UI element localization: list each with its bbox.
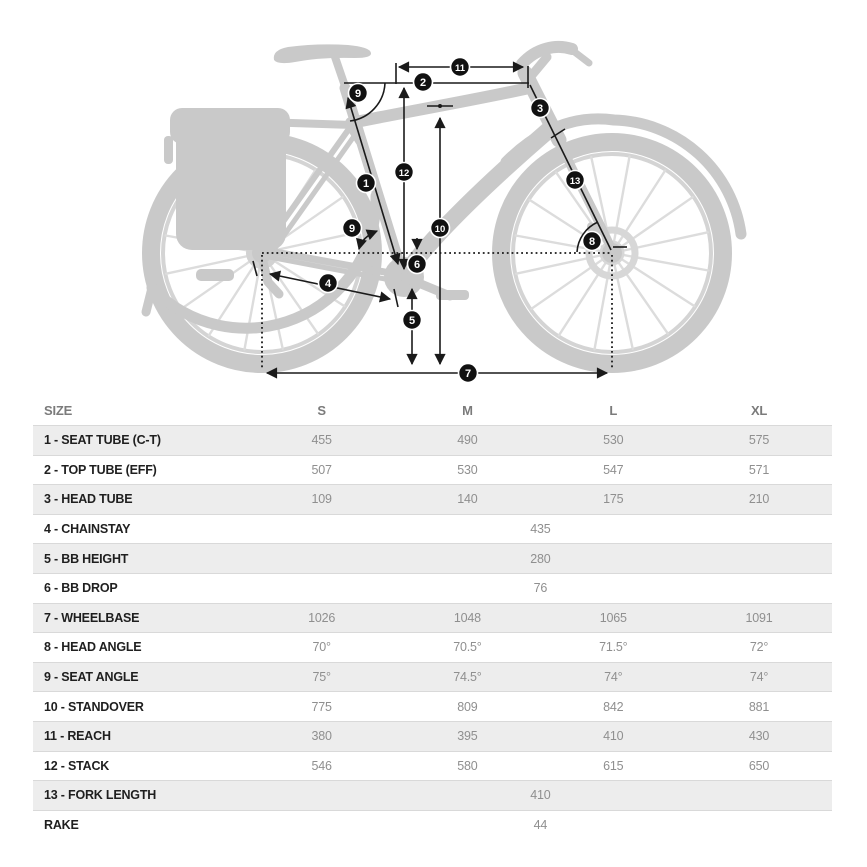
row-value: 70° bbox=[312, 640, 331, 655]
svg-text:4: 4 bbox=[324, 277, 332, 290]
svg-text:9: 9 bbox=[348, 222, 356, 235]
measurement-marker-13 bbox=[566, 171, 585, 190]
row-value: 507 bbox=[311, 462, 332, 477]
row-value: 1065 bbox=[599, 610, 627, 625]
row-value: 74° bbox=[749, 670, 769, 685]
row-value: 809 bbox=[457, 699, 478, 714]
svg-text:6: 6 bbox=[413, 258, 421, 271]
svg-text:11: 11 bbox=[454, 62, 466, 74]
row-value: 1091 bbox=[745, 610, 773, 625]
row-value: 530 bbox=[603, 433, 624, 448]
row-value: 71.5° bbox=[599, 640, 628, 655]
row-value-shared: 410 bbox=[530, 788, 551, 803]
measurement-marker-9 bbox=[343, 219, 362, 238]
table-row bbox=[33, 751, 832, 781]
row-label: 13 - FORK LENGTH bbox=[44, 788, 157, 803]
svg-text:12: 12 bbox=[398, 167, 410, 179]
measurement-marker-9 bbox=[349, 84, 368, 103]
pedal bbox=[436, 290, 469, 300]
row-value: 72° bbox=[749, 640, 769, 655]
row-value-shared: 76 bbox=[533, 581, 548, 596]
table-body bbox=[33, 425, 832, 839]
svg-text:9: 9 bbox=[354, 87, 362, 100]
measurement-marker-11 bbox=[451, 58, 470, 77]
row-value: 175 bbox=[603, 492, 624, 507]
measurement-marker-12 bbox=[395, 163, 414, 182]
measurement-marker-3 bbox=[531, 99, 550, 118]
row-label: 7 - WHEELBASE bbox=[44, 610, 140, 625]
table-row bbox=[33, 455, 832, 485]
column-header-xl: XL bbox=[750, 403, 768, 418]
row-value: 140 bbox=[457, 492, 478, 507]
brake-lever bbox=[572, 50, 589, 63]
measurement-marker-2 bbox=[414, 73, 433, 92]
row-label: 4 - CHAINSTAY bbox=[44, 522, 131, 537]
size-column-header: SIZE bbox=[44, 403, 73, 418]
svg-text:5: 5 bbox=[408, 314, 416, 327]
table-row bbox=[33, 721, 832, 751]
svg-text:13: 13 bbox=[569, 175, 581, 187]
row-value: 842 bbox=[603, 699, 624, 714]
table-row bbox=[33, 603, 832, 633]
table-row bbox=[33, 425, 832, 455]
row-value: 615 bbox=[603, 758, 624, 773]
pannier-strap bbox=[164, 136, 173, 164]
row-value: 74.5° bbox=[453, 670, 482, 685]
table-row bbox=[33, 662, 832, 692]
svg-text:7: 7 bbox=[464, 367, 472, 380]
measurement-marker-1 bbox=[357, 174, 376, 193]
row-label: 9 - SEAT ANGLE bbox=[44, 670, 139, 685]
row-value: 1026 bbox=[308, 610, 336, 625]
table-row bbox=[33, 573, 832, 603]
row-value: 109 bbox=[311, 492, 332, 507]
row-label: 2 - TOP TUBE (EFF) bbox=[44, 462, 157, 477]
row-value: 547 bbox=[603, 462, 624, 477]
row-label: 6 - BB DROP bbox=[44, 581, 118, 596]
row-label: RAKE bbox=[44, 818, 79, 833]
geometry-table bbox=[33, 396, 832, 839]
measurement-marker-5 bbox=[403, 311, 422, 330]
measurement-marker-8 bbox=[583, 232, 602, 251]
row-value: 70.5° bbox=[453, 640, 482, 655]
row-value: 575 bbox=[748, 433, 770, 448]
saddle bbox=[274, 44, 371, 63]
svg-text:8: 8 bbox=[588, 235, 596, 248]
far-pedal bbox=[196, 269, 234, 281]
pannier-lid bbox=[170, 108, 290, 144]
row-value: 650 bbox=[748, 758, 770, 773]
row-value: 410 bbox=[603, 729, 624, 744]
row-label: 11 - REACH bbox=[44, 729, 111, 744]
svg-text:2: 2 bbox=[419, 76, 427, 89]
column-header-m: M bbox=[462, 403, 473, 418]
row-value-shared: 280 bbox=[530, 551, 551, 566]
table-row bbox=[33, 484, 832, 514]
seat-post bbox=[335, 57, 347, 92]
row-value: 530 bbox=[457, 462, 478, 477]
row-value: 1048 bbox=[453, 610, 481, 625]
row-label: 1 - SEAT TUBE (C-T) bbox=[44, 433, 161, 448]
column-header-s: S bbox=[317, 403, 326, 418]
row-value: 881 bbox=[748, 699, 770, 714]
row-value: 546 bbox=[311, 758, 332, 773]
row-value: 490 bbox=[457, 433, 478, 448]
svg-text:1: 1 bbox=[362, 177, 370, 190]
table-row bbox=[33, 543, 832, 573]
row-value: 430 bbox=[748, 729, 770, 744]
table-row bbox=[33, 691, 832, 721]
row-value: 455 bbox=[311, 433, 332, 448]
row-value: 395 bbox=[457, 729, 478, 744]
row-value: 380 bbox=[311, 729, 332, 744]
row-label: 3 - HEAD TUBE bbox=[44, 492, 133, 507]
rear-mudflap bbox=[146, 288, 152, 312]
row-value-shared: 435 bbox=[530, 522, 551, 537]
table-row bbox=[33, 810, 832, 840]
row-value: 580 bbox=[457, 758, 478, 773]
row-value: 210 bbox=[748, 492, 770, 507]
measurement-marker-7 bbox=[459, 364, 478, 383]
row-label: 8 - HEAD ANGLE bbox=[44, 640, 142, 655]
bike-geometry-diagram bbox=[0, 0, 867, 396]
measurement-marker-10 bbox=[431, 219, 450, 238]
row-label: 5 - BB HEIGHT bbox=[44, 551, 129, 566]
table-row bbox=[33, 780, 832, 810]
table-row bbox=[33, 632, 832, 662]
row-label: 12 - STACK bbox=[44, 758, 110, 773]
measurement-marker-4 bbox=[319, 274, 338, 293]
measurement-marker-6 bbox=[408, 255, 427, 274]
row-value: 75° bbox=[312, 670, 331, 685]
row-value-shared: 44 bbox=[533, 818, 548, 833]
bike-silhouette bbox=[146, 44, 741, 364]
column-header-l: L bbox=[609, 403, 618, 418]
row-value: 74° bbox=[604, 670, 623, 685]
svg-text:10: 10 bbox=[434, 223, 446, 235]
svg-text:3: 3 bbox=[536, 102, 544, 115]
row-value: 775 bbox=[311, 699, 332, 714]
table-row bbox=[33, 514, 832, 544]
row-label: 10 - STANDOVER bbox=[44, 699, 144, 714]
row-value: 571 bbox=[748, 462, 770, 477]
table-header bbox=[33, 396, 832, 425]
